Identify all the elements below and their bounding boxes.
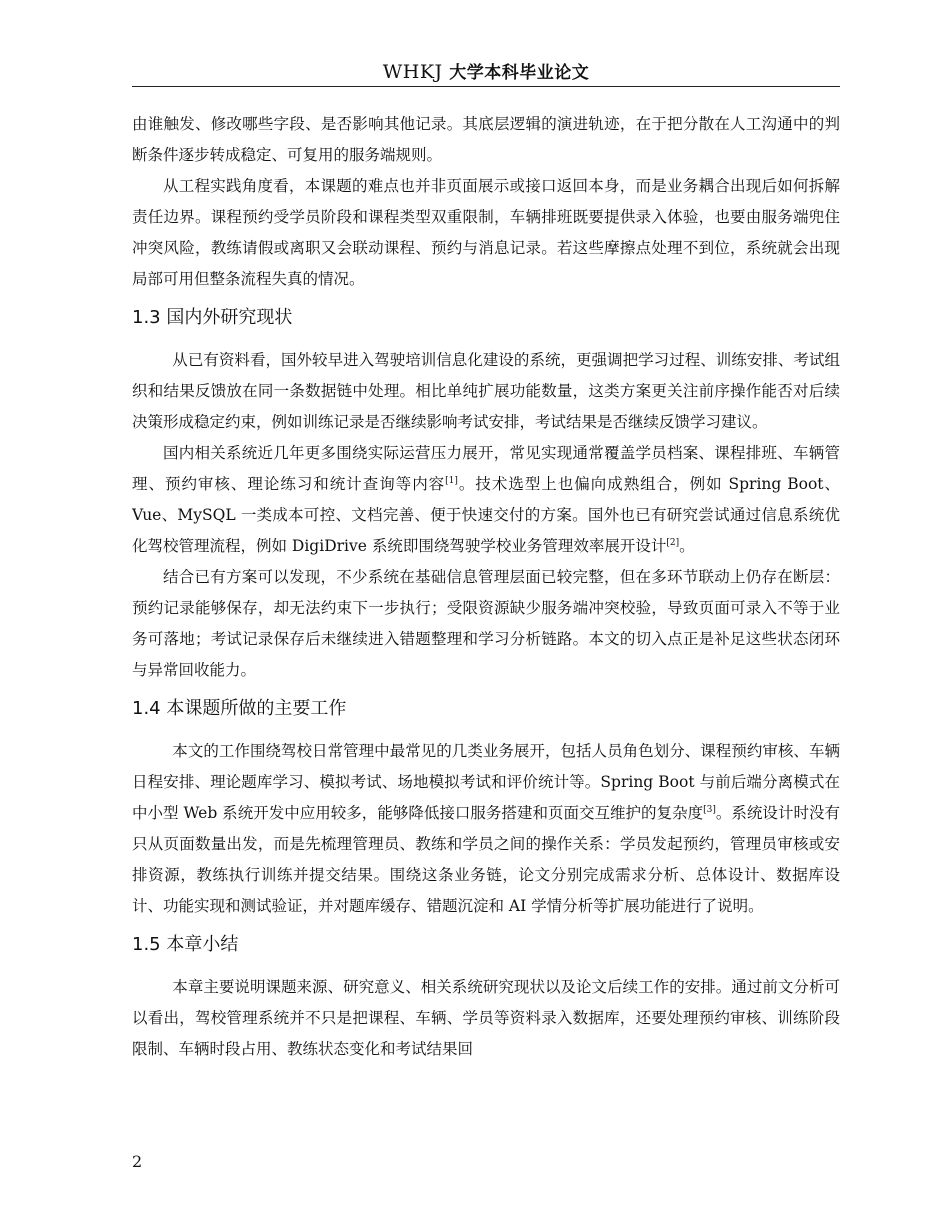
header-title: 大学本科毕业论文 bbox=[449, 63, 590, 83]
paragraph-engineering: 从工程实践角度看，本课题的难点也并非页面展示或接口返回本身，而是业务耦合出现后如何拆解责任边界。课程预约受学员阶段和课程类型双重限制，车辆排班既要提供录入体验，也要由服务端兜住冲突风险，教练请假或离职又会联动课程、预约与消息记录。若这些摩擦点处理不到位，系统就会出现局部可用但整条流程失真的情况。 bbox=[132, 177, 840, 288]
page-number: 2 bbox=[132, 1152, 143, 1171]
citation-ref-2: [2] bbox=[666, 537, 680, 548]
page-body bbox=[132, 109, 840, 1065]
paragraph-continued: 由谁触发、修改哪些字段、是否影响其他记录。其底层逻辑的演进轨迹，在于把分散在人工沟通中的判断条件逐步转成稳定、可复用的服务端规则。 bbox=[132, 115, 840, 164]
page-header bbox=[132, 58, 840, 87]
text-segment: 。 bbox=[679, 537, 695, 555]
header-latin: WHKJ bbox=[382, 61, 443, 83]
text-segment: 国内相关系统近几年更多围绕实际运营压力展开，常见实现通常覆盖学员档案、课程排班、车辆管理、预约审核、理论练习和统计查询等内容 bbox=[132, 444, 840, 493]
paragraph-domestic-research bbox=[132, 438, 840, 562]
section-heading-1-4: 1.4 本课题所做的主要工作 bbox=[132, 698, 347, 719]
paragraph-foreign-research: 从已有资料看，国外较早进入驾驶培训信息化建设的系统，更强调把学习过程、训练安排、考试组织和结果反馈放在同一条数据链中处理。相比单纯扩展功能数量，这类方案更关注前序操作能否对后续决策形成稳定约束，例如训练记录是否继续影响考试安排，考试结果是否继续反馈学习建议。 bbox=[132, 351, 840, 431]
section-heading-1-5: 1.5 本章小结 bbox=[132, 934, 239, 955]
citation-ref-3: [3] bbox=[703, 804, 716, 815]
section-heading-1-3: 1.3 国内外研究现状 bbox=[132, 307, 293, 328]
text-segment: 。技术选型上也偏向成熟组合，例如 Spring Boot、Vue、MySQL 一类成本可控、文档完善、便于快速交付的方案。国外也已有研究尝试通过信息系统优化驾校管理流程，例如 DigiDrive 系统即围绕驾驶学校业务管理效率展开设计 bbox=[132, 475, 840, 555]
citation-ref-1: [1] bbox=[445, 475, 458, 486]
text-segment: 本文的工作围绕驾校日常管理中最常见的几类业务展开，包括人员角色划分、课程预约审核、车辆日程安排、理论题库学习、模拟考试、场地模拟考试和评价统计等。Spring Boot 与前后端分离模式在中小型 Web 系统开发中应用较多，能够降低接口服务搭建和页面交互维护的复杂度 bbox=[132, 742, 840, 822]
text-segment: 。系统设计时没有只从页面数量出发，而是先梳理管理员、教练和学员之间的操作关系：学员发起预约，管理员审核或安排资源，教练执行训练并提交结果。围绕这条业务链，论文分别完成需求分析、总体设计、数据库设计、功能实现和测试验证，并对题库缓存、错题沉淀和 AI 学情分析等扩展功能进行了说明。 bbox=[132, 804, 840, 915]
paragraph-research-gap: 结合已有方案可以发现，不少系统在基础信息管理层面已较完整，但在多环节联动上仍存在断层：预约记录能够保存，却无法约束下一步执行；受限资源缺少服务端冲突校验，导致页面可录入不等于业务可落地；考试记录保存后未继续进入错题整理和学习分析链路。本文的切入点正是补足这些状态闭环与异常回收能力。 bbox=[132, 568, 840, 679]
paragraph-main-work bbox=[132, 736, 840, 922]
paragraph-chapter-summary: 本章主要说明课题来源、研究意义、相关系统研究现状以及论文后续工作的安排。通过前文分析可以看出，驾校管理系统并不只是把课程、车辆、学员等资料录入数据库，还要处理预约审核、训练阶段限制、车辆时段占用、教练状态变化和考试结果回 bbox=[132, 978, 840, 1058]
